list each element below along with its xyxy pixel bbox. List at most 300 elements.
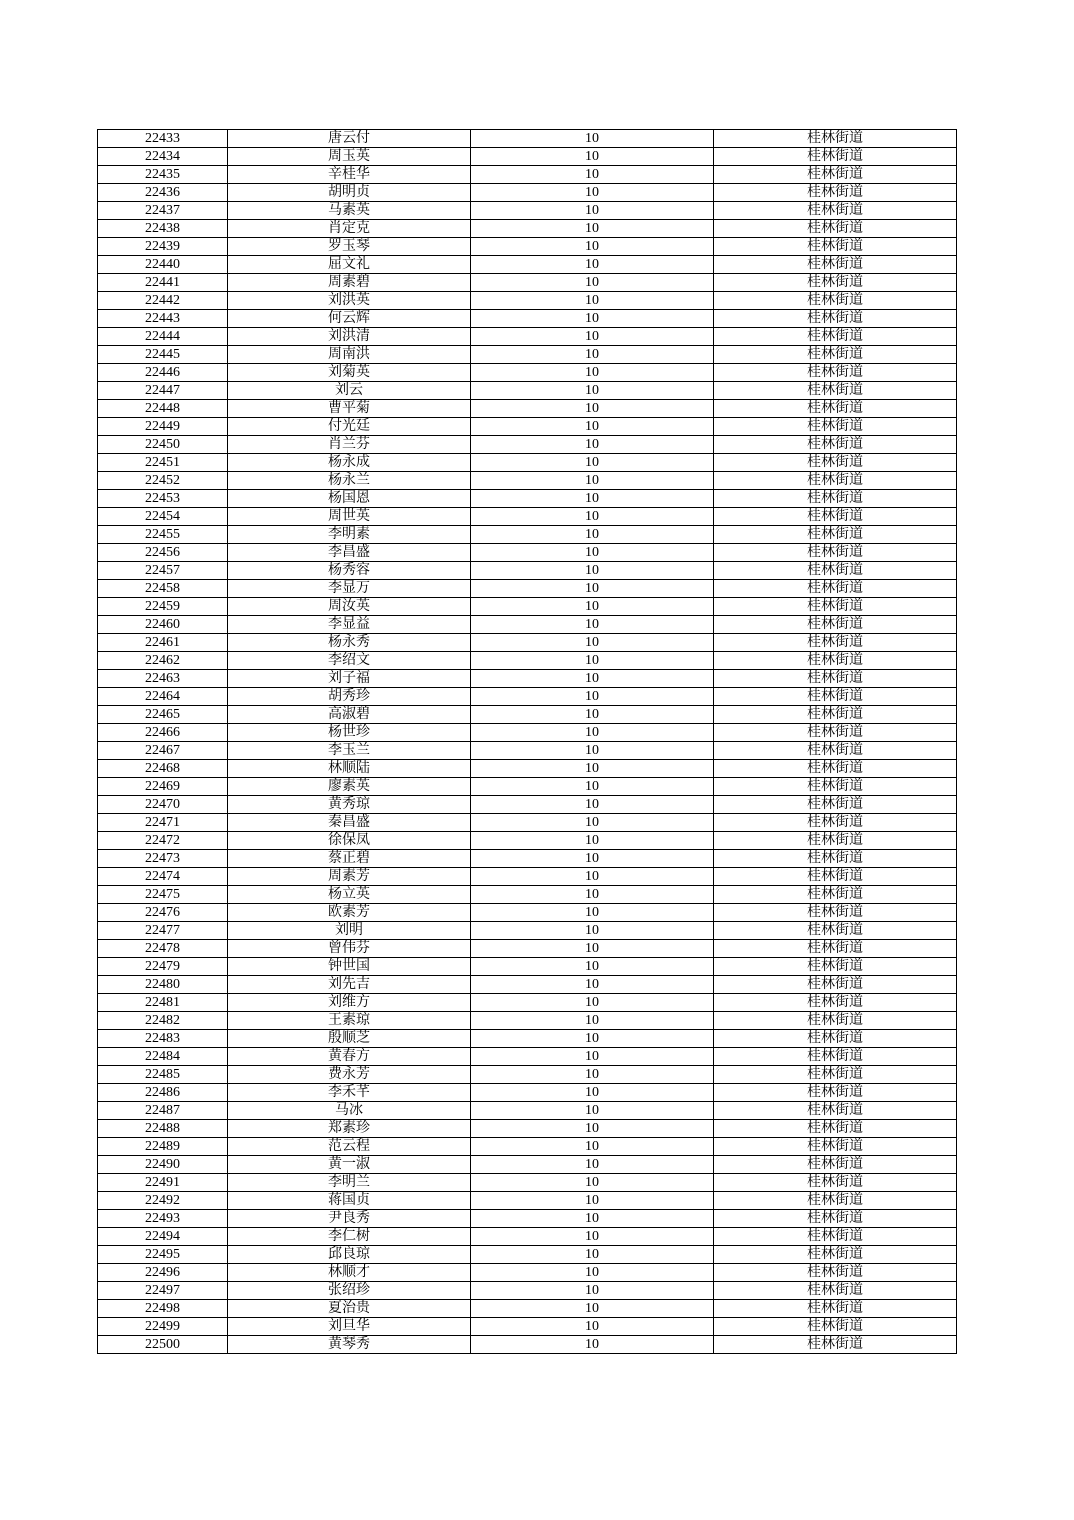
- row-number-cell: 22496: [98, 1264, 228, 1282]
- table-row: [98, 148, 957, 166]
- name-cell: 马冰: [228, 1102, 471, 1120]
- table-row: [98, 1084, 957, 1102]
- street-cell: 桂林街道: [714, 166, 957, 184]
- amount-cell: 10: [471, 508, 714, 526]
- table-row: [98, 310, 957, 328]
- amount-cell: 10: [471, 1300, 714, 1318]
- row-number-cell: 22478: [98, 940, 228, 958]
- name-cell: 张绍珍: [228, 1282, 471, 1300]
- amount-cell: 10: [471, 166, 714, 184]
- street-cell: 桂林街道: [714, 760, 957, 778]
- name-cell: 何云辉: [228, 310, 471, 328]
- name-cell: 杨永成: [228, 454, 471, 472]
- name-cell: 周南洪: [228, 346, 471, 364]
- amount-cell: 10: [471, 598, 714, 616]
- amount-cell: 10: [471, 1066, 714, 1084]
- street-cell: 桂林街道: [714, 598, 957, 616]
- street-cell: 桂林街道: [714, 940, 957, 958]
- row-number-cell: 22457: [98, 562, 228, 580]
- name-cell: 黄琴秀: [228, 1336, 471, 1354]
- table-row: [98, 814, 957, 832]
- amount-cell: 10: [471, 742, 714, 760]
- name-cell: 刘明: [228, 922, 471, 940]
- row-number-cell: 22487: [98, 1102, 228, 1120]
- name-cell: 廖素英: [228, 778, 471, 796]
- row-number-cell: 22433: [98, 130, 228, 148]
- row-number-cell: 22439: [98, 238, 228, 256]
- table-row: [98, 364, 957, 382]
- row-number-cell: 22488: [98, 1120, 228, 1138]
- row-number-cell: 22494: [98, 1228, 228, 1246]
- street-cell: 桂林街道: [714, 742, 957, 760]
- table-row: [98, 1264, 957, 1282]
- amount-cell: 10: [471, 724, 714, 742]
- amount-cell: 10: [471, 1282, 714, 1300]
- name-cell: 郑素珍: [228, 1120, 471, 1138]
- row-number-cell: 22449: [98, 418, 228, 436]
- amount-cell: 10: [471, 202, 714, 220]
- amount-cell: 10: [471, 814, 714, 832]
- name-cell: 尹良秀: [228, 1210, 471, 1228]
- street-cell: 桂林街道: [714, 958, 957, 976]
- name-cell: 欧素芳: [228, 904, 471, 922]
- street-cell: 桂林街道: [714, 1246, 957, 1264]
- table-row: [98, 760, 957, 778]
- row-number-cell: 22461: [98, 634, 228, 652]
- street-cell: 桂林街道: [714, 202, 957, 220]
- table-row: [98, 202, 957, 220]
- street-cell: 桂林街道: [714, 1048, 957, 1066]
- table-row: [98, 1318, 957, 1336]
- name-cell: 马素英: [228, 202, 471, 220]
- row-number-cell: 22495: [98, 1246, 228, 1264]
- street-cell: 桂林街道: [714, 1318, 957, 1336]
- row-number-cell: 22452: [98, 472, 228, 490]
- table-row: [98, 778, 957, 796]
- amount-cell: 10: [471, 1336, 714, 1354]
- name-cell: 王素琼: [228, 1012, 471, 1030]
- amount-cell: 10: [471, 364, 714, 382]
- street-cell: 桂林街道: [714, 1012, 957, 1030]
- street-cell: 桂林街道: [714, 400, 957, 418]
- name-cell: 杨永兰: [228, 472, 471, 490]
- amount-cell: 10: [471, 580, 714, 598]
- row-number-cell: 22434: [98, 148, 228, 166]
- table-row: [98, 796, 957, 814]
- table-row: [98, 1120, 957, 1138]
- table-row: [98, 1012, 957, 1030]
- street-cell: 桂林街道: [714, 580, 957, 598]
- amount-cell: 10: [471, 1210, 714, 1228]
- street-cell: 桂林街道: [714, 130, 957, 148]
- table-row: [98, 616, 957, 634]
- table-row: [98, 382, 957, 400]
- table-row: [98, 904, 957, 922]
- amount-cell: 10: [471, 562, 714, 580]
- street-cell: 桂林街道: [714, 418, 957, 436]
- row-number-cell: 22444: [98, 328, 228, 346]
- street-cell: 桂林街道: [714, 1264, 957, 1282]
- street-cell: 桂林街道: [714, 1210, 957, 1228]
- name-cell: 杨立英: [228, 886, 471, 904]
- name-cell: 杨秀容: [228, 562, 471, 580]
- row-number-cell: 22469: [98, 778, 228, 796]
- table-row: [98, 1336, 957, 1354]
- name-cell: 黄秀琼: [228, 796, 471, 814]
- amount-cell: 10: [471, 868, 714, 886]
- name-cell: 辛桂华: [228, 166, 471, 184]
- table-row: [98, 490, 957, 508]
- table-row: [98, 1048, 957, 1066]
- street-cell: 桂林街道: [714, 652, 957, 670]
- street-cell: 桂林街道: [714, 976, 957, 994]
- row-number-cell: 22453: [98, 490, 228, 508]
- row-number-cell: 22490: [98, 1156, 228, 1174]
- street-cell: 桂林街道: [714, 346, 957, 364]
- amount-cell: 10: [471, 760, 714, 778]
- amount-cell: 10: [471, 958, 714, 976]
- street-cell: 桂林街道: [714, 1192, 957, 1210]
- row-number-cell: 22456: [98, 544, 228, 562]
- row-number-cell: 22474: [98, 868, 228, 886]
- amount-cell: 10: [471, 796, 714, 814]
- amount-cell: 10: [471, 1102, 714, 1120]
- amount-cell: 10: [471, 1138, 714, 1156]
- amount-cell: 10: [471, 940, 714, 958]
- amount-cell: 10: [471, 490, 714, 508]
- table-row: [98, 1066, 957, 1084]
- name-cell: 曹平菊: [228, 400, 471, 418]
- table-row: [98, 130, 957, 148]
- table-row: [98, 292, 957, 310]
- amount-cell: 10: [471, 400, 714, 418]
- street-cell: 桂林街道: [714, 922, 957, 940]
- street-cell: 桂林街道: [714, 1336, 957, 1354]
- street-cell: 桂林街道: [714, 868, 957, 886]
- table-row: [98, 346, 957, 364]
- table-row: [98, 526, 957, 544]
- table-row: [98, 724, 957, 742]
- name-cell: 肖兰芬: [228, 436, 471, 454]
- amount-cell: 10: [471, 994, 714, 1012]
- row-number-cell: 22441: [98, 274, 228, 292]
- name-cell: 杨世珍: [228, 724, 471, 742]
- name-cell: 付光廷: [228, 418, 471, 436]
- street-cell: 桂林街道: [714, 1156, 957, 1174]
- table-row: [98, 994, 957, 1012]
- name-cell: 蔡正碧: [228, 850, 471, 868]
- row-number-cell: 22483: [98, 1030, 228, 1048]
- street-cell: 桂林街道: [714, 364, 957, 382]
- street-cell: 桂林街道: [714, 832, 957, 850]
- street-cell: 桂林街道: [714, 1102, 957, 1120]
- name-cell: 刘云: [228, 382, 471, 400]
- street-cell: 桂林街道: [714, 292, 957, 310]
- row-number-cell: 22476: [98, 904, 228, 922]
- street-cell: 桂林街道: [714, 850, 957, 868]
- table-row: [98, 1102, 957, 1120]
- amount-cell: 10: [471, 778, 714, 796]
- amount-cell: 10: [471, 256, 714, 274]
- row-number-cell: 22477: [98, 922, 228, 940]
- table-row: [98, 400, 957, 418]
- row-number-cell: 22437: [98, 202, 228, 220]
- table-row: [98, 238, 957, 256]
- name-cell: 杨国恩: [228, 490, 471, 508]
- table-row: [98, 1192, 957, 1210]
- row-number-cell: 22455: [98, 526, 228, 544]
- table-row: [98, 1174, 957, 1192]
- street-cell: 桂林街道: [714, 184, 957, 202]
- row-number-cell: 22486: [98, 1084, 228, 1102]
- amount-cell: 10: [471, 1228, 714, 1246]
- amount-cell: 10: [471, 436, 714, 454]
- name-cell: 杨永秀: [228, 634, 471, 652]
- name-cell: 刘旦华: [228, 1318, 471, 1336]
- street-cell: 桂林街道: [714, 256, 957, 274]
- amount-cell: 10: [471, 292, 714, 310]
- table-row: [98, 922, 957, 940]
- street-cell: 桂林街道: [714, 886, 957, 904]
- street-cell: 桂林街道: [714, 220, 957, 238]
- street-cell: 桂林街道: [714, 436, 957, 454]
- amount-cell: 10: [471, 670, 714, 688]
- name-cell: 刘先吉: [228, 976, 471, 994]
- street-cell: 桂林街道: [714, 1138, 957, 1156]
- street-cell: 桂林街道: [714, 544, 957, 562]
- name-cell: 李明兰: [228, 1174, 471, 1192]
- name-cell: 胡秀珍: [228, 688, 471, 706]
- amount-cell: 10: [471, 634, 714, 652]
- row-number-cell: 22468: [98, 760, 228, 778]
- table-row: [98, 1156, 957, 1174]
- street-cell: 桂林街道: [714, 562, 957, 580]
- name-cell: 刘洪英: [228, 292, 471, 310]
- name-cell: 周素芳: [228, 868, 471, 886]
- row-number-cell: 22445: [98, 346, 228, 364]
- table-row: [98, 670, 957, 688]
- row-number-cell: 22484: [98, 1048, 228, 1066]
- row-number-cell: 22472: [98, 832, 228, 850]
- amount-cell: 10: [471, 346, 714, 364]
- row-number-cell: 22499: [98, 1318, 228, 1336]
- row-number-cell: 22475: [98, 886, 228, 904]
- name-cell: 周世英: [228, 508, 471, 526]
- amount-cell: 10: [471, 1030, 714, 1048]
- name-cell: 李昌盛: [228, 544, 471, 562]
- street-cell: 桂林街道: [714, 688, 957, 706]
- amount-cell: 10: [471, 418, 714, 436]
- amount-cell: 10: [471, 688, 714, 706]
- table-row: [98, 634, 957, 652]
- street-cell: 桂林街道: [714, 706, 957, 724]
- street-cell: 桂林街道: [714, 382, 957, 400]
- table-row: [98, 688, 957, 706]
- name-cell: 黄一淑: [228, 1156, 471, 1174]
- name-cell: 殷顺芝: [228, 1030, 471, 1048]
- name-cell: 唐云付: [228, 130, 471, 148]
- street-cell: 桂林街道: [714, 472, 957, 490]
- street-cell: 桂林街道: [714, 238, 957, 256]
- amount-cell: 10: [471, 832, 714, 850]
- row-number-cell: 22498: [98, 1300, 228, 1318]
- name-cell: 刘子福: [228, 670, 471, 688]
- amount-cell: 10: [471, 148, 714, 166]
- row-number-cell: 22480: [98, 976, 228, 994]
- street-cell: 桂林街道: [714, 1228, 957, 1246]
- name-cell: 蒋国贞: [228, 1192, 471, 1210]
- amount-cell: 10: [471, 526, 714, 544]
- table-row: [98, 472, 957, 490]
- amount-cell: 10: [471, 1012, 714, 1030]
- row-number-cell: 22459: [98, 598, 228, 616]
- name-cell: 李玉兰: [228, 742, 471, 760]
- name-cell: 周玉英: [228, 148, 471, 166]
- name-cell: 周素碧: [228, 274, 471, 292]
- row-number-cell: 22466: [98, 724, 228, 742]
- street-cell: 桂林街道: [714, 994, 957, 1012]
- name-cell: 屈文礼: [228, 256, 471, 274]
- street-cell: 桂林街道: [714, 148, 957, 166]
- name-cell: 周汝英: [228, 598, 471, 616]
- name-cell: 秦昌盛: [228, 814, 471, 832]
- row-number-cell: 22464: [98, 688, 228, 706]
- name-cell: 林顺才: [228, 1264, 471, 1282]
- row-number-cell: 22485: [98, 1066, 228, 1084]
- amount-cell: 10: [471, 976, 714, 994]
- row-number-cell: 22454: [98, 508, 228, 526]
- name-cell: 李禾芊: [228, 1084, 471, 1102]
- amount-cell: 10: [471, 922, 714, 940]
- table-row: [98, 868, 957, 886]
- row-number-cell: 22440: [98, 256, 228, 274]
- table-row: [98, 850, 957, 868]
- street-cell: 桂林街道: [714, 1300, 957, 1318]
- street-cell: 桂林街道: [714, 526, 957, 544]
- row-number-cell: 22463: [98, 670, 228, 688]
- table-row: [98, 1228, 957, 1246]
- row-number-cell: 22470: [98, 796, 228, 814]
- amount-cell: 10: [471, 130, 714, 148]
- row-number-cell: 22492: [98, 1192, 228, 1210]
- row-number-cell: 22443: [98, 310, 228, 328]
- amount-cell: 10: [471, 1156, 714, 1174]
- amount-cell: 10: [471, 1246, 714, 1264]
- amount-cell: 10: [471, 1264, 714, 1282]
- row-number-cell: 22446: [98, 364, 228, 382]
- street-cell: 桂林街道: [714, 670, 957, 688]
- street-cell: 桂林街道: [714, 328, 957, 346]
- row-number-cell: 22448: [98, 400, 228, 418]
- name-cell: 肖定克: [228, 220, 471, 238]
- name-cell: 夏治贵: [228, 1300, 471, 1318]
- name-cell: 费永芳: [228, 1066, 471, 1084]
- amount-cell: 10: [471, 850, 714, 868]
- table-row: [98, 580, 957, 598]
- table-row: [98, 508, 957, 526]
- table-row: [98, 184, 957, 202]
- name-cell: 李绍文: [228, 652, 471, 670]
- table-row: [98, 1210, 957, 1228]
- street-cell: 桂林街道: [714, 1084, 957, 1102]
- amount-cell: 10: [471, 238, 714, 256]
- name-cell: 钟世国: [228, 958, 471, 976]
- amount-cell: 10: [471, 904, 714, 922]
- name-cell: 罗玉琴: [228, 238, 471, 256]
- amount-cell: 10: [471, 328, 714, 346]
- table-row: [98, 562, 957, 580]
- table-row: [98, 1300, 957, 1318]
- amount-cell: 10: [471, 184, 714, 202]
- amount-cell: 10: [471, 454, 714, 472]
- name-cell: 刘菊英: [228, 364, 471, 382]
- table-row: [98, 1138, 957, 1156]
- name-cell: 邱良琼: [228, 1246, 471, 1264]
- amount-cell: 10: [471, 1192, 714, 1210]
- table-row: [98, 544, 957, 562]
- row-number-cell: 22436: [98, 184, 228, 202]
- name-cell: 李显益: [228, 616, 471, 634]
- table-row: [98, 742, 957, 760]
- row-number-cell: 22460: [98, 616, 228, 634]
- row-number-cell: 22482: [98, 1012, 228, 1030]
- street-cell: 桂林街道: [714, 616, 957, 634]
- street-cell: 桂林街道: [714, 274, 957, 292]
- street-cell: 桂林街道: [714, 310, 957, 328]
- row-number-cell: 22493: [98, 1210, 228, 1228]
- row-number-cell: 22481: [98, 994, 228, 1012]
- table-row: [98, 166, 957, 184]
- name-cell: 刘维方: [228, 994, 471, 1012]
- table-row: [98, 1030, 957, 1048]
- table-row: [98, 256, 957, 274]
- street-cell: 桂林街道: [714, 724, 957, 742]
- name-cell: 李仁树: [228, 1228, 471, 1246]
- street-cell: 桂林街道: [714, 1030, 957, 1048]
- name-cell: 高淑碧: [228, 706, 471, 724]
- amount-cell: 10: [471, 310, 714, 328]
- amount-cell: 10: [471, 616, 714, 634]
- amount-cell: 10: [471, 1048, 714, 1066]
- table-row: [98, 274, 957, 292]
- table-row: [98, 832, 957, 850]
- row-number-cell: 22479: [98, 958, 228, 976]
- table-row: [98, 706, 957, 724]
- row-number-cell: 22447: [98, 382, 228, 400]
- street-cell: 桂林街道: [714, 634, 957, 652]
- table-body: [98, 130, 957, 1354]
- row-number-cell: 22489: [98, 1138, 228, 1156]
- table-row: [98, 598, 957, 616]
- street-cell: 桂林街道: [714, 1066, 957, 1084]
- row-number-cell: 22458: [98, 580, 228, 598]
- name-cell: 徐保凤: [228, 832, 471, 850]
- street-cell: 桂林街道: [714, 508, 957, 526]
- street-cell: 桂林街道: [714, 1282, 957, 1300]
- amount-cell: 10: [471, 886, 714, 904]
- table-row: [98, 328, 957, 346]
- name-cell: 李显万: [228, 580, 471, 598]
- amount-cell: 10: [471, 472, 714, 490]
- row-number-cell: 22438: [98, 220, 228, 238]
- name-cell: 黄春方: [228, 1048, 471, 1066]
- amount-cell: 10: [471, 1174, 714, 1192]
- name-cell: 胡明贞: [228, 184, 471, 202]
- amount-cell: 10: [471, 1120, 714, 1138]
- row-number-cell: 22462: [98, 652, 228, 670]
- row-number-cell: 22465: [98, 706, 228, 724]
- street-cell: 桂林街道: [714, 796, 957, 814]
